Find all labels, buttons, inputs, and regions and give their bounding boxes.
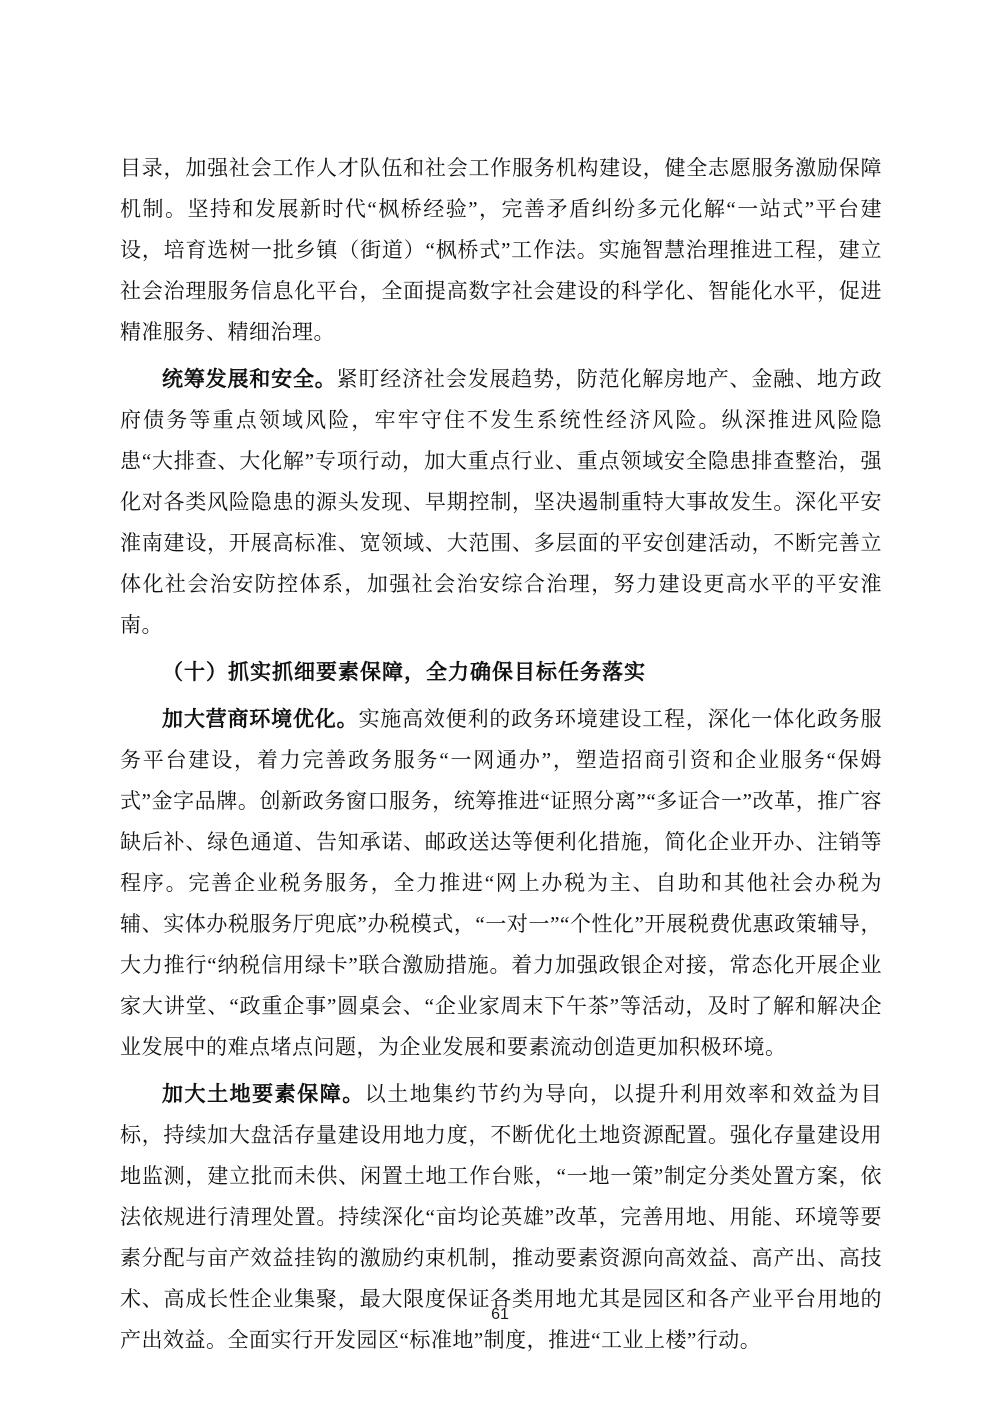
paragraph-text-business-environment: 实施高效便利的政务环境建设工程，深化一体化政务服务平台建设，着力完善政务服务“一网通办”，塑造招商引资和企业服务“保姆式”金字品牌。创新政务窗口服务，统筹推进“证照分离”“多证合一”改革，推广容缺后补、绿色通道、告知承诺、邮政送达等便利化措施，简化企业开办、注销等程序。完善企业税务服务，全力推进“网上办税为主、自助和其他社会办税为辅、实体办税服务厅兜底”办税模式，“一对一”“个性化”开展税费优惠政策辅导，大力推行“纳税信用绿卡”联合激励措施。着力加强政银企对接，常态化开展企业家大讲堂、“政重企事”圆桌会、“企业家周末下午茶”等活动，及时了解和解决企业发展中的难点堵点问题，为企业发展和要素流动创造更加积极环境。 [120,707,882,1059]
paragraph-lead-development-and-safety: 统筹发展和安全。 [162,367,337,391]
paragraph-text-development-and-safety: 紧盯经济社会发展趋势，防范化解房地产、金融、地方政府债务等重点领域风险，牢牢守住不发生系统性经济风险。纵深推进风险隐患“大排查、大化解”专项行动，加大重点行业、重点领域安全隐患排查整治，强化对各类风险隐患的源头发现、早期控制，坚决遏制重特大事故发生。深化平安淮南建设，开展高标准、宽领域、大范围、多层面的平安创建活动，不断完善立体化社会治安防控体系，加强社会治安综合治理，努力建设更高水平的平安淮南。 [120,367,882,637]
section-heading-ten: （十）抓实抓细要素保障，全力确保目标任务落实 [162,660,646,684]
paragraph-social-governance-continuation: 目录，加强社会工作人才队伍和社会工作服务机构建设，健全志愿服务激励保障机制。坚持和发展新时代“枫桥经验”，完善矛盾纠纷多元化解“一站式”平台建设，培育选树一批乡镇（街道）“枫桥式”工作法。实施智慧治理推进工程，建立社会治理服务信息化平台，全面提高数字社会建设的科学化、智能化水平，促进精准服务、精细治理。 [120,156,882,344]
page-body [120,148,882,1367]
paragraph-lead-land-elements: 加大土地要素保障。 [162,1082,365,1106]
paragraph-development-and-safety [120,359,882,646]
paragraph-text-land-elements: 以土地集约节约为导向，以提升利用效率和效益为目标，持续加大盘活存量建设用地力度，不断优化土地资源配置。强化存量建设用地监测，建立批而未供、闲置土地工作台账，“一地一策”制定分类处置方案，依法依规进行清理处置。持续深化“亩均论英雄”改革，完善用地、用能、环境等要素分配与亩产效益挂钩的激励约束机制，推动要素资源向高效益、高产出、高技术、高成长性企业集聚，最大限度保证各类用地尤其是园区和各产业平台用地的产出效益。全面实行开发园区“标准地”制度，推进“工业上楼”行动。 [120,1082,883,1352]
paragraph-business-environment [120,699,882,1068]
paragraph-lead-business-environment: 加大营商环境优化。 [162,707,359,731]
page-number: 61 [491,1306,509,1323]
